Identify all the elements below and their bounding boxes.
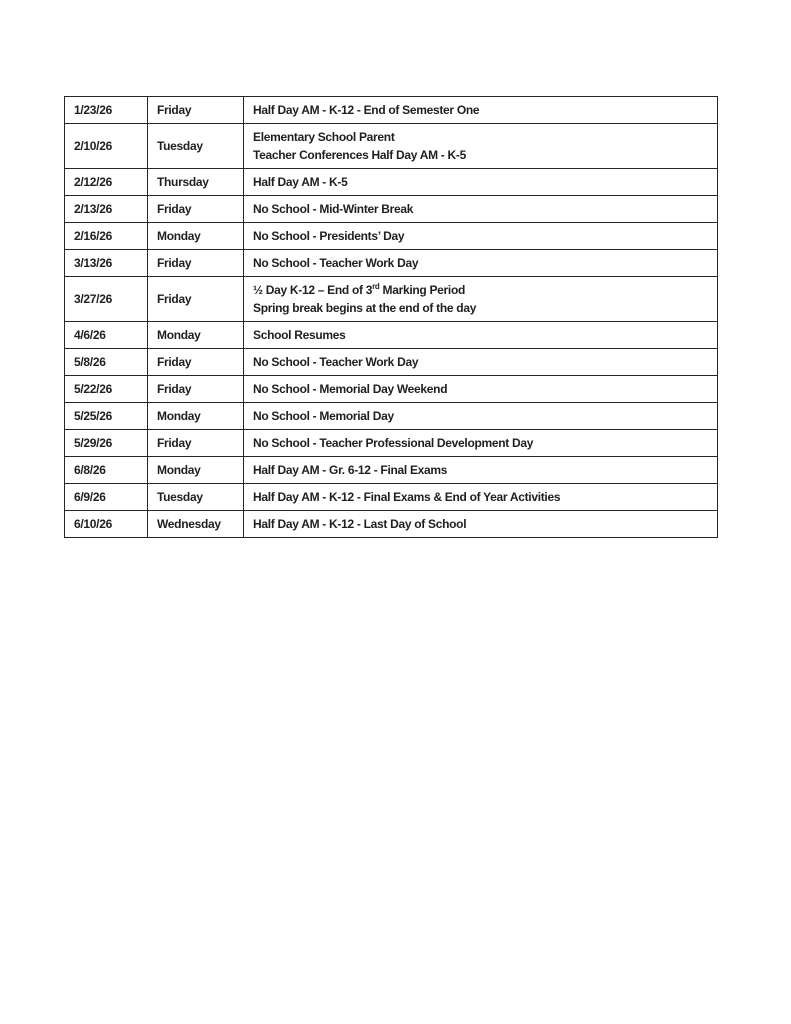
- event-description-cell: [244, 430, 718, 457]
- table-row: [65, 376, 718, 403]
- event-description-line: No School - Memorial Day Weekend: [253, 382, 448, 396]
- table-row: [65, 169, 718, 196]
- event-day-cell: Friday: [148, 196, 244, 223]
- event-description-cell: [244, 511, 718, 538]
- event-day-cell: Friday: [148, 376, 244, 403]
- event-day-cell: Monday: [148, 322, 244, 349]
- event-description-line: Half Day AM - Gr. 6-12 - Final Exams: [253, 463, 448, 477]
- ordinal-superscript: rd: [372, 282, 380, 291]
- event-date-cell: 5/25/26: [65, 403, 148, 430]
- event-day-cell: Friday: [148, 349, 244, 376]
- event-date-cell: 6/8/26: [65, 457, 148, 484]
- event-description-cell: [244, 250, 718, 277]
- event-description-cell: [244, 403, 718, 430]
- event-description-cell: [244, 349, 718, 376]
- table-row: [65, 457, 718, 484]
- event-date-cell: 5/22/26: [65, 376, 148, 403]
- table-row: [65, 430, 718, 457]
- event-date-cell: 5/8/26: [65, 349, 148, 376]
- event-description-line: School Resumes: [253, 328, 346, 342]
- event-description-line: No School - Mid-Winter Break: [253, 202, 414, 216]
- description-segment: Marking Period: [379, 283, 466, 297]
- table-row: [65, 196, 718, 223]
- event-date-cell: 3/13/26: [65, 250, 148, 277]
- event-date-cell: 5/29/26: [65, 430, 148, 457]
- event-date-cell: 6/10/26: [65, 511, 148, 538]
- event-date-cell: 2/12/26: [65, 169, 148, 196]
- description-segment: ½ Day K-12 – End of 3: [253, 283, 373, 297]
- table-row: [65, 511, 718, 538]
- table-row: [65, 223, 718, 250]
- event-date-cell: 2/10/26: [65, 124, 148, 169]
- event-description-line: Half Day AM - K-12 - End of Semester One: [253, 103, 480, 117]
- event-description-line: Half Day AM - K-12 - Final Exams & End of Year Activities: [253, 490, 561, 504]
- table-row: [65, 250, 718, 277]
- event-description-cell: [244, 124, 718, 169]
- event-description-cell: [244, 169, 718, 196]
- table-row: [65, 277, 718, 322]
- event-date-cell: 3/27/26: [65, 277, 148, 322]
- event-description-cell: [244, 484, 718, 511]
- event-day-cell: Friday: [148, 250, 244, 277]
- school-calendar-table: [64, 96, 718, 538]
- event-day-cell: Monday: [148, 403, 244, 430]
- event-description-line: No School - Teacher Work Day: [253, 256, 419, 270]
- event-date-cell: 2/13/26: [65, 196, 148, 223]
- event-description-line: No School - Presidents’ Day: [253, 229, 405, 243]
- table-row: [65, 349, 718, 376]
- event-description-cell: [244, 376, 718, 403]
- event-description-line: Half Day AM - K-12 - Last Day of School: [253, 517, 467, 531]
- table-row: [65, 97, 718, 124]
- event-description-cell: [244, 97, 718, 124]
- event-day-cell: Thursday: [148, 169, 244, 196]
- event-date-cell: 6/9/26: [65, 484, 148, 511]
- table-row: [65, 403, 718, 430]
- table-row: [65, 124, 718, 169]
- event-description-cell: [244, 223, 718, 250]
- event-day-cell: Monday: [148, 223, 244, 250]
- events-table-body: [65, 97, 718, 538]
- event-description-cell: [244, 196, 718, 223]
- event-description-line: Teacher Conferences Half Day AM - K-5: [253, 148, 466, 162]
- event-date-cell: 4/6/26: [65, 322, 148, 349]
- event-day-cell: Friday: [148, 430, 244, 457]
- event-description-cell: [244, 277, 718, 322]
- event-description-line: Spring break begins at the end of the day: [253, 301, 477, 315]
- event-description-cell: [244, 322, 718, 349]
- event-description-cell: [244, 457, 718, 484]
- event-day-cell: Friday: [148, 277, 244, 322]
- event-description-line: Elementary School Parent: [253, 130, 395, 144]
- event-day-cell: Tuesday: [148, 484, 244, 511]
- table-row: [65, 322, 718, 349]
- event-description-line: [253, 281, 709, 299]
- event-date-cell: 1/23/26: [65, 97, 148, 124]
- event-day-cell: Friday: [148, 97, 244, 124]
- event-description-line: Half Day AM - K-5: [253, 175, 348, 189]
- event-date-cell: 2/16/26: [65, 223, 148, 250]
- event-description-line: No School - Teacher Work Day: [253, 355, 419, 369]
- event-day-cell: Monday: [148, 457, 244, 484]
- table-row: [65, 484, 718, 511]
- event-description-line: No School - Teacher Professional Development Day: [253, 436, 534, 450]
- event-day-cell: Tuesday: [148, 124, 244, 169]
- event-day-cell: Wednesday: [148, 511, 244, 538]
- event-description-line: No School - Memorial Day: [253, 409, 394, 423]
